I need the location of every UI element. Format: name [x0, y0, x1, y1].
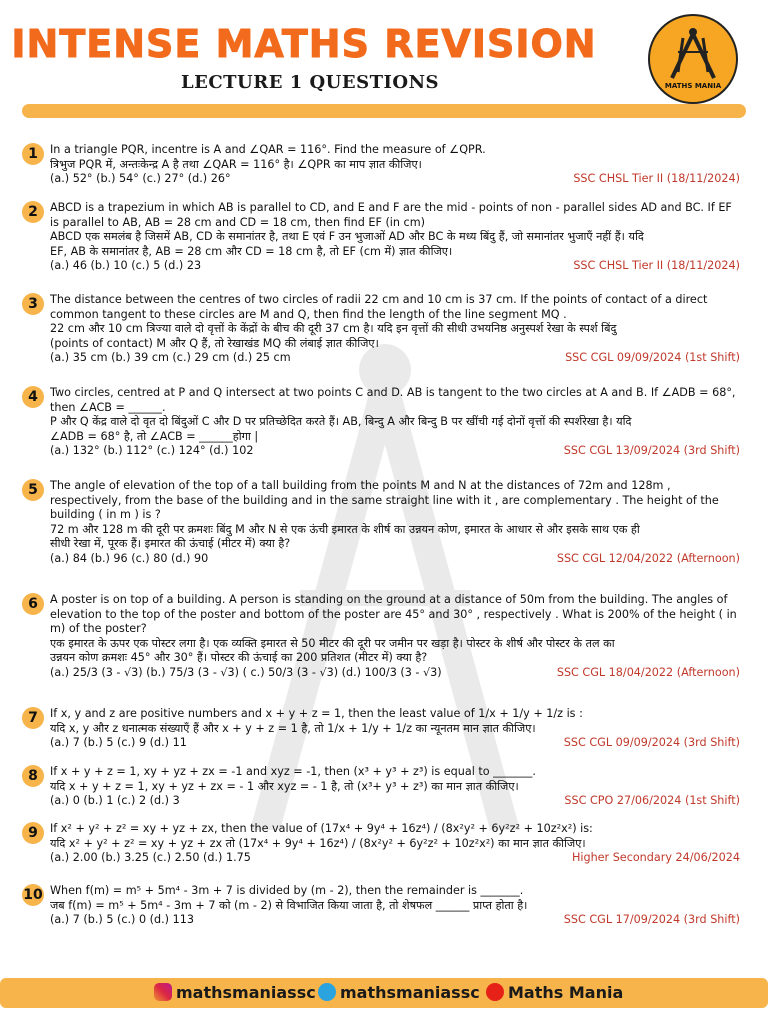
question-body	[50, 765, 752, 809]
question-text-line: m) of the poster?	[50, 622, 147, 636]
question-text-line: सीधी रेखा में, पूरक हैं। इमारत की ऊंचाई (मीटर में) क्या है?	[50, 537, 291, 551]
question-text-line: यदि x + y + z = 1, xy + yz + zx = - 1 और xyz = - 1 है, तो (x³+ y³ + z³) का मान ज्ञात कीजिए।	[50, 779, 519, 793]
question-body	[50, 386, 752, 459]
question-source: SSC CGL 09/09/2024 (3rd Shift)	[563, 736, 740, 750]
question-text-line: EF, AB के समानांतर है, AB = 28 cm और CD = 18 cm है, तो EF (cm में) ज्ञात कीजिए।	[50, 244, 453, 258]
options-text: (a.) 7 (b.) 5 (c.) 0 (d.) 113	[50, 913, 194, 927]
question-source: SSC CGL 13/09/2024 (3rd Shift)	[563, 444, 740, 458]
question-source: Higher Secondary 24/06/2024	[571, 851, 740, 865]
options-text: (a.) 2.00 (b.) 3.25 (c.) 2.50 (d.) 1.75	[50, 851, 251, 865]
question-text-line: यदि x² + y² + z² = xy + yz + zx तो (17x⁴ + 9y⁴ + 16z⁴) / (8x²y² + 6y²z² + 10z²x²) का मान ज्ञात कीजिए।	[50, 836, 586, 850]
question-body	[50, 822, 752, 866]
question-source: SSC CPO 27/06/2024 (1st Shift)	[564, 794, 740, 808]
question-text-line: common tangent to these circles are M and Q, then find the length of the line segment MQ .	[50, 307, 567, 321]
header-divider-bar	[22, 104, 746, 118]
question-text-line: A poster is on top of a building. A person is standing on the ground at a distance of 50m from the building. The angles of	[50, 593, 728, 606]
options-text: (a.) 35 cm (b.) 39 cm (c.) 29 cm (d.) 25 cm	[50, 351, 291, 365]
footer-bar	[0, 978, 768, 1008]
question-text-line: Two circles, centred at P and Q intersect at two points C and D. AB is tangent to the two circles at A and B. If ∠ADB = 68°,	[50, 386, 736, 399]
question-options	[50, 736, 752, 751]
instagram-label: mathsmaniassc	[176, 983, 316, 1002]
question-number-badge: 6	[22, 593, 44, 615]
question-text-line: respectively, from the base of the building and in the same straight line with it , are complementary . The height of the	[50, 493, 719, 507]
maths-mania-logo	[648, 14, 738, 104]
question-text-line: elevation to the top of the poster and bottom of the poster are 45° and 30° , respectively . What is 200% of the height ( in	[50, 607, 737, 621]
logo-text: MATHS MANIA	[664, 82, 722, 90]
question-text-line: In a triangle PQR, incentre is A and ∠QAR = 116°. Find the measure of ∠QPR.	[50, 143, 486, 156]
question-options	[50, 351, 752, 366]
page-title: INTENSE MATHS REVISION	[11, 22, 597, 66]
instagram-icon	[154, 983, 172, 1001]
question-options	[50, 794, 752, 809]
question-body	[50, 707, 752, 751]
question-text-line: ABCD एक समलंब है जिसमें AB, CD के समानांतर है, तथा E एवं F उन भुजाओं AD और BC के मध्य बिंदु हैं, जो समानांतर भुजाएँ नहीं हैं। यदि	[50, 230, 644, 244]
question-text-line: (points of contact) M और Q हैं, तो रेखाखंड MQ की लंबाई ज्ञात कीजिए।	[50, 336, 379, 350]
question-options	[50, 552, 752, 567]
telegram-handle[interactable]	[318, 978, 480, 1008]
question-text-line: त्रिभुज PQR में, अन्तःकेन्द्र A है तथा ∠QAR = 116° है। ∠QPR का माप ज्ञात कीजिए।	[50, 157, 422, 171]
question-text-line: जब f(m) = m⁵ + 5m⁴ - 3m + 7 को (m - 2) से विभाजित किया जाता है, तो शेषफल ______ प्राप्त होता है।	[50, 898, 528, 912]
question-number-badge: 2	[22, 201, 44, 223]
question-body	[50, 884, 752, 928]
question-text-line: ∠ADB = 68° है, तो ∠ACB = ______होगा |	[50, 429, 259, 443]
question-options	[50, 444, 752, 459]
youtube-icon	[486, 983, 504, 1001]
options-text: (a.) 52° (b.) 54° (c.) 27° (d.) 26°	[50, 172, 231, 186]
question-options	[50, 851, 752, 866]
question-text-line: ABCD is a trapezium in which AB is parallel to CD, and E and F are the mid - points of non - parallel sides AD and BC. If EF	[50, 201, 732, 214]
question-body	[50, 593, 752, 681]
question-number-badge: 1	[22, 143, 44, 165]
telegram-icon	[318, 983, 336, 1001]
question-number-badge: 4	[22, 386, 44, 408]
question-number-badge: 7	[22, 707, 44, 729]
question-text-line: P और Q केंद्र वाले दो वृत दो बिंदुओं C और D पर प्रतिच्छेदित करते हैं। AB, बिन्दु A और बिन्दु B पर खींची गई दोनों वृत्तों की स्पर्शरेखा है। यदि	[50, 415, 632, 429]
question-text-line: 22 cm और 10 cm त्रिज्या वाले दो वृत्तों के केंद्रों के बीच की दूरी 37 cm है। यदि इन वृत्तों की सीधी उभयनिष्ठ अनुस्पर्श रेखा के स्पर्श बिंदु	[50, 322, 617, 336]
page-subtitle: LECTURE 1 QUESTIONS	[180, 72, 440, 93]
question-number-badge: 8	[22, 765, 44, 787]
question-text-line: The angle of elevation of the top of a tall building from the points M and N at the distances of 72m and 128m ,	[50, 479, 671, 492]
options-text: (a.) 25/3 (3 - √3) (b.) 75/3 (3 - √3) ( c.) 50/3 (3 - √3) (d.) 100/3 (3 - √3)	[50, 665, 442, 679]
question-source: SSC CHSL Tier II (18/11/2024)	[573, 259, 740, 273]
options-text: (a.) 84 (b.) 96 (c.) 80 (d.) 90	[50, 551, 209, 565]
question-text-line: If x, y and z are positive numbers and x + y + z = 1, then the least value of 1/x + 1/y + 1/z is :	[50, 707, 583, 720]
question-text-line: उन्नयन कोण क्रमशः 45° और 30° हैं। पोस्टर की ऊंचाई का 200 प्रतिशत (मीटर में) क्या है?	[50, 651, 428, 665]
question-number-badge: 3	[22, 293, 44, 315]
options-text: (a.) 46 (b.) 10 (c.) 5 (d.) 23	[50, 259, 202, 273]
question-source: SSC CGL 17/09/2024 (3rd Shift)	[563, 913, 740, 927]
question-source: SSC CGL 12/04/2022 (Afternoon)	[556, 551, 740, 565]
question-source: SSC CGL 09/09/2024 (1st Shift)	[565, 351, 740, 365]
youtube-channel[interactable]	[486, 978, 623, 1008]
question-source: SSC CHSL Tier II (18/11/2024)	[573, 172, 740, 186]
question-text-line: 72 m और 128 m की दूरी पर क्रमशः बिंदु M और N से एक ऊंची इमारत के शीर्ष का उन्नयन कोण, इमारत के आधार से और इसके साथ एक ही	[50, 522, 640, 536]
instagram-handle[interactable]	[154, 978, 316, 1008]
options-text: (a.) 132° (b.) 112° (c.) 124° (d.) 102	[50, 444, 254, 458]
telegram-label: mathsmaniassc	[340, 983, 480, 1002]
question-text-line: When f(m) = m⁵ + 5m⁴ - 3m + 7 is divided by (m - 2), then the remainder is _______.	[50, 884, 524, 897]
question-options	[50, 913, 752, 928]
question-body	[50, 143, 752, 187]
question-options	[50, 666, 752, 681]
question-body	[50, 479, 752, 567]
question-text-line: यदि x, y और z धनात्मक संख्याएँ हैं और x + y + z = 1 है, तो 1/x + 1/y + 1/z का न्यूनतम मान ज्ञात कीजिए।	[50, 721, 536, 735]
question-text-line: If x² + y² + z² = xy + yz + zx, then the value of (17x⁴ + 9y⁴ + 16z⁴) / (8x²y² + 6y²z² + 10z²x²) is:	[50, 822, 593, 835]
question-text-line: एक इमारत के ऊपर एक पोस्टर लगा है। एक व्यक्ति इमारत से 50 मीटर की दूरी पर जमीन पर खड़ा है। पोस्टर के शीर्ष और पोस्टर के तल का	[50, 636, 615, 650]
question-source: SSC CGL 18/04/2022 (Afternoon)	[556, 665, 740, 679]
question-options	[50, 172, 752, 187]
options-text: (a.) 0 (b.) 1 (c.) 2 (d.) 3	[50, 794, 180, 808]
question-text-line: If x + y + z = 1, xy + yz + zx = -1 and xyz = -1, then (x³ + y³ + z³) is equal to _______.	[50, 765, 536, 778]
question-body	[50, 293, 752, 366]
question-options	[50, 259, 752, 274]
question-text-line: then ∠ACB = ______.	[50, 400, 166, 414]
question-body	[50, 201, 752, 274]
question-number-badge: 5	[22, 479, 44, 501]
question-number-badge: 9	[22, 822, 44, 844]
question-text-line: building ( in m ) is ?	[50, 508, 161, 522]
question-number-badge: 10	[22, 884, 44, 906]
options-text: (a.) 7 (b.) 5 (c.) 9 (d.) 11	[50, 736, 187, 750]
question-text-line: The distance between the centres of two circles of radii 22 cm and 10 cm is 37 cm. If the points of contact of a direct	[50, 293, 708, 306]
youtube-label: Maths Mania	[508, 983, 624, 1002]
question-text-line: is parallel to AB, AB = 28 cm and CD = 18 cm, then find EF (in cm)	[50, 215, 425, 229]
